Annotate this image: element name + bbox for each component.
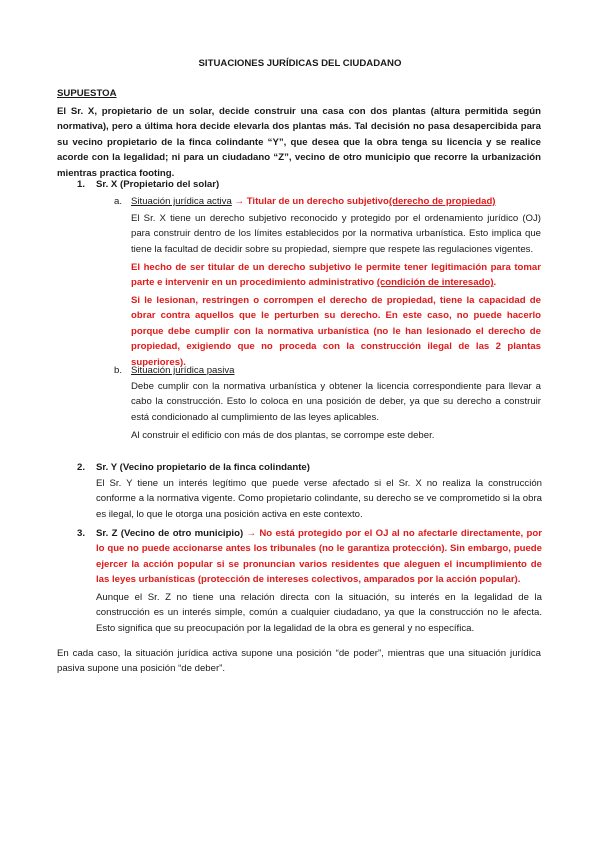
section-3-red-text: → No está protegido por el OJ al no afectarle directamente, por lo que no puede accionarse antes los tribunales (no le garantiza protección). Sin embargo, puede ejercer la acción popular si se pronuncian varios residentes que aleguen el incumplimiento de las leyes urbanísticas (protección de intereses colectivos, amparados por la acción popular). [96, 528, 542, 586]
item-a-arrow-text: → Titular de un derecho subjetivo [234, 196, 389, 207]
section-2-number: 2. [77, 462, 86, 473]
section-3-intro [96, 526, 542, 588]
item-b-label: Situación jurídica pasiva [131, 365, 235, 376]
conclusion-paragraph: En cada caso, la situación jurídica activa supone una posición “de poder”, mientras que una situación jurídica pasiva supone una posición “de deber”. [57, 648, 541, 675]
section-1-number: 1. [77, 179, 86, 190]
item-a-p2-end: . [493, 277, 497, 289]
document-title: SITUACIONES JURÍDICAS DEL CIUDADANO [198, 58, 402, 69]
item-a-paren: (derecho de propiedad) [388, 196, 496, 207]
item-b-marker: b. [114, 365, 123, 376]
item-b-paragraph-2: Al construir el edificio con más de dos plantas, se corrompe este deber. [131, 430, 435, 441]
intro-paragraph: El Sr. X, propietario de un solar, decide construir una casa con dos plantas (altura permitida según normativa), pero a última hora decide elevarla dos plantas más. Tal decisión no pasa desapercibida para su vecino propietario de la finca colindante “Y”, que desea que la obra tenga su licencia y se realice acorde con la legalidad; ni para un ciudadano “Z”, vecino de otro municipio que recorre la urbanización mientras practica footing. [57, 106, 541, 179]
section-3-paragraph: Aunque el Sr. Z no tiene una relación directa con la situación, su interés en la legalidad de la construcción es un interés simple, común a cualquier ciudadano, ya que la construcción no le afecta. Esto significa que su preocupación por la legalidad de la obra es general y no específica. [96, 592, 542, 634]
section-3-heading: Sr. Z (Vecino de otro municipio) [96, 528, 244, 539]
section-3-number: 3. [77, 528, 86, 539]
item-a-paragraph-1: El Sr. X tiene un derecho subjetivo reconocido y protegido por el ordenamiento jurídico (OJ) para construir dentro de los límites establecidos por la normativa urbanística. Esto implica que tiene la facultad de decidir sobre su propiedad, siempre que respete las regulaciones vigentes. [131, 213, 541, 255]
item-a-p2-paren: (condición de interesado) [376, 277, 494, 289]
item-a-p2-main: El hecho de ser titular de un derecho subjetivo le permite tener legitimación para tomar parte e intervenir en un procedimiento administrativo [131, 262, 541, 289]
item-a-paragraph-3: Si le lesionan, restringen o corrompen el derecho de propiedad, tiene la capacidad de obrar contra aquellos que le perturben su derecho. En este caso, no puede hacerlo porque debe cumplir con la normativa urbanística (no le han lesionado el derecho de propiedad, exigiendo que no proceda con la construcción ilegal de las 2 plantas superiores). [131, 295, 541, 368]
section-2-heading: Sr. Y (Vecino propietario de la finca colindante) [96, 462, 310, 473]
item-a-heading [131, 194, 551, 209]
item-a-marker: a. [114, 196, 123, 207]
item-a-paragraph-2 [131, 260, 541, 291]
section-2-paragraph: El Sr. Y tiene un interés legítimo que puede verse afectado si el Sr. X no realiza la construcción conforme a la normativa vigente. Como propietario colindante, su derecho se ve comprometido si la obra es ilegal, lo que le otorga una posición activa en este contexto. [96, 478, 542, 520]
item-b-paragraph-1: Debe cumplir con la normativa urbanística y obtener la licencia correspondiente para llevar a cabo la construcción. Esto lo coloca en una posición de deber, ya que su derecho a construir está condicionado al cumplimiento de las leyes aplicables. [131, 381, 541, 423]
item-a-label: Situación jurídica activa [131, 196, 232, 207]
subheading: SUPUESTOA [57, 88, 117, 99]
section-1-heading: Sr. X (Propietario del solar) [96, 179, 220, 190]
